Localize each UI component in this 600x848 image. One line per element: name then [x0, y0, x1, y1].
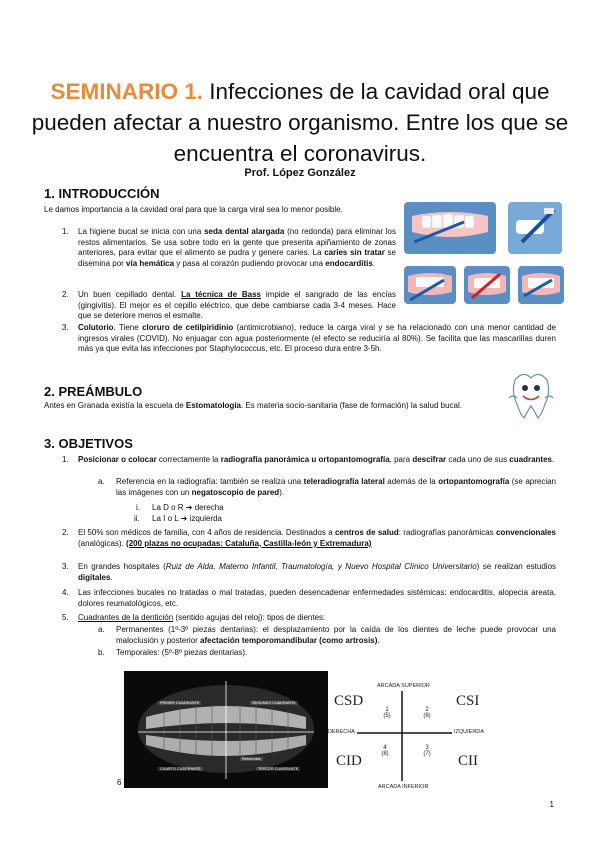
brushing-photo-2 [464, 266, 510, 304]
list-number: 3. [62, 323, 69, 332]
list-number: 2. [62, 528, 69, 537]
page-title [30, 76, 570, 169]
objetivo-1: Posicionar o colocar correctamente la radiografía panorámica u ortopantomografía, para descifrar cada uno de sus cuadrantes. [78, 455, 555, 464]
derecha-label: DERECHA [328, 729, 355, 735]
list-roman: i. [136, 503, 140, 512]
xray-label: Retromolar [242, 757, 261, 761]
list-roman: ii. [134, 514, 140, 523]
list-number: 1. [62, 455, 69, 464]
heading-introduccion: 1. INTRODUCCIÓN [44, 186, 160, 201]
panoramic-xray-image [124, 671, 328, 788]
toothbrush-photo [508, 202, 562, 254]
quadrant-diagram [328, 681, 502, 791]
objetivo-2: El 50% son médicos de familia, con 4 años de residencia. Destinados a centros de salud: radiografías panorámicas convencionales (analógicas). (200 plazas no ocupadas: Cataluña, Castilla-león y Extremadura) [78, 528, 557, 548]
objetivo-1a-i: La D o R ➔ derecha [152, 503, 224, 512]
objetivo-5b: Temporales: (5º-8º piezas dentarias). [116, 648, 248, 657]
quadrant-2: 2 (6) [423, 707, 431, 719]
heading-preambulo: 2. PREÁMBULO [44, 384, 143, 399]
objetivo-5: Cuadrantes de la dentición (sentido agujas del reloj): tipos de dientes: [78, 613, 326, 622]
objetivo-3: En grandes hospitales (Ruiz de Alda, Materno Infantil, Traumatología, y Nuevo Hospital Clínico Universitario) se realizan estudios digitales. [78, 562, 557, 582]
csd-label: CSD [334, 693, 364, 709]
objetivo-5a: Permanentes (1º-3º piezas dentarias): el desplazamiento por la caída de los dientes de leche puede provocar una maloclusión y posterior afectación temporomandibular (como artrosis). [116, 625, 556, 645]
list-item-seda: La higiene bucal se inicia con una seda dental alargada (no redonda) para eliminar los restos alimentarios. Se usa sobre todo en la gente que presenta apiñamiento de zonas anteriores, para evitar que el alimento se pudra y genere caries. La caries sin tratar se disemina por vía hemática y pasa al corazón pudiendo provocar una endocarditis. [78, 227, 397, 268]
objetivo-1a: Referencia en la radiografía: también se realiza una teleradiografía lateral además de la ortopantomografía (se aprecian las imágenes con un negatoscopio de pared). [116, 477, 557, 497]
list-item-colutorio: Colutorio. Tiene cloruro de cetilpiridinio (antimicrobiano), reduce la carga viral y se ha relacionado con una menor cantidad de ingresos virales (COVID). No enjuagar con agua posteriormente (el efecto se reduciría al 80%). Se facilita que las mascarillas duren más ya que evita las infecciones por Staphylococcus, etc. El proceso dura entre 3-5h. [78, 323, 556, 354]
izquierda-label: IZQUIERDA [454, 729, 484, 735]
list-letter: a. [98, 625, 105, 634]
list-number: 5. [62, 613, 69, 622]
list-item-cepillado: Un buen cepillado dental. La técnica de Bass impide el sangrado de las encías (gingivitis). El mejor es el cepillo eléctrico, que debe cambiarse cada 3-4 meses. Hace que se deteriore menos el esmalte. [78, 290, 397, 321]
xray-label: PRIMER CUADRANTE [160, 701, 200, 705]
quadrant-3: 3 (7) [423, 745, 431, 757]
seminar-label: SEMINARIO 1. [50, 79, 204, 104]
teeth-flossing-photo [404, 202, 496, 254]
objetivo-4: Las infecciones bucales no tratadas o mal tratadas, pueden desencadenar enfermedades sistémicas: endocarditis, alopecia areata, dolores reumatológicos, etc. [78, 588, 556, 608]
tooth-cartoon-icon [505, 368, 557, 422]
list-number: 4. [62, 588, 69, 597]
csi-label: CSI [456, 693, 480, 709]
figure-number: 6 [117, 778, 122, 787]
arcada-inferior-label: ARCADA INFERIOR [378, 784, 429, 790]
list-number: 3. [62, 562, 69, 571]
page-number: 1 [549, 800, 554, 809]
brushing-photo-1 [404, 266, 456, 304]
list-letter: b. [98, 648, 105, 657]
author: Prof. López González [244, 167, 356, 179]
list-letter: a. [98, 477, 105, 486]
quadrant-4: 4 (8) [381, 745, 389, 757]
cii-label: CII [458, 753, 478, 769]
intro-lead: Le damos importancia a la cavidad oral para que la carga viral sea lo menor posible. [44, 205, 343, 214]
preambulo-text: Antes en Granada existía la escuela de Estomatología. Es materia socio-sanitaria (fase de formación) la salud bucal. [44, 401, 462, 410]
title-text: Infecciones de la cavidad oral que pueden afectar a nuestro organismo. Entre los que se encuentra el coronavirus. [31, 79, 569, 166]
xray-label: TERCER CUADRANTE [258, 767, 299, 771]
brushing-photo-3 [518, 266, 564, 304]
objetivo-1a-ii: La I o L ➔ izquierda [152, 514, 223, 523]
xray-label: SEGUNDO CUADRANTE [252, 701, 296, 705]
quadrant-1: 1 (5) [383, 707, 391, 719]
heading-objetivos: 3. OBJETIVOS [44, 436, 133, 451]
list-number: 1. [62, 227, 69, 236]
list-number: 2. [62, 290, 69, 299]
xray-label: CUARTO CUADRANTE [160, 767, 201, 771]
arcada-superior-label: ARCADA SUPERIOR [377, 683, 430, 689]
cid-label: CID [336, 753, 362, 769]
